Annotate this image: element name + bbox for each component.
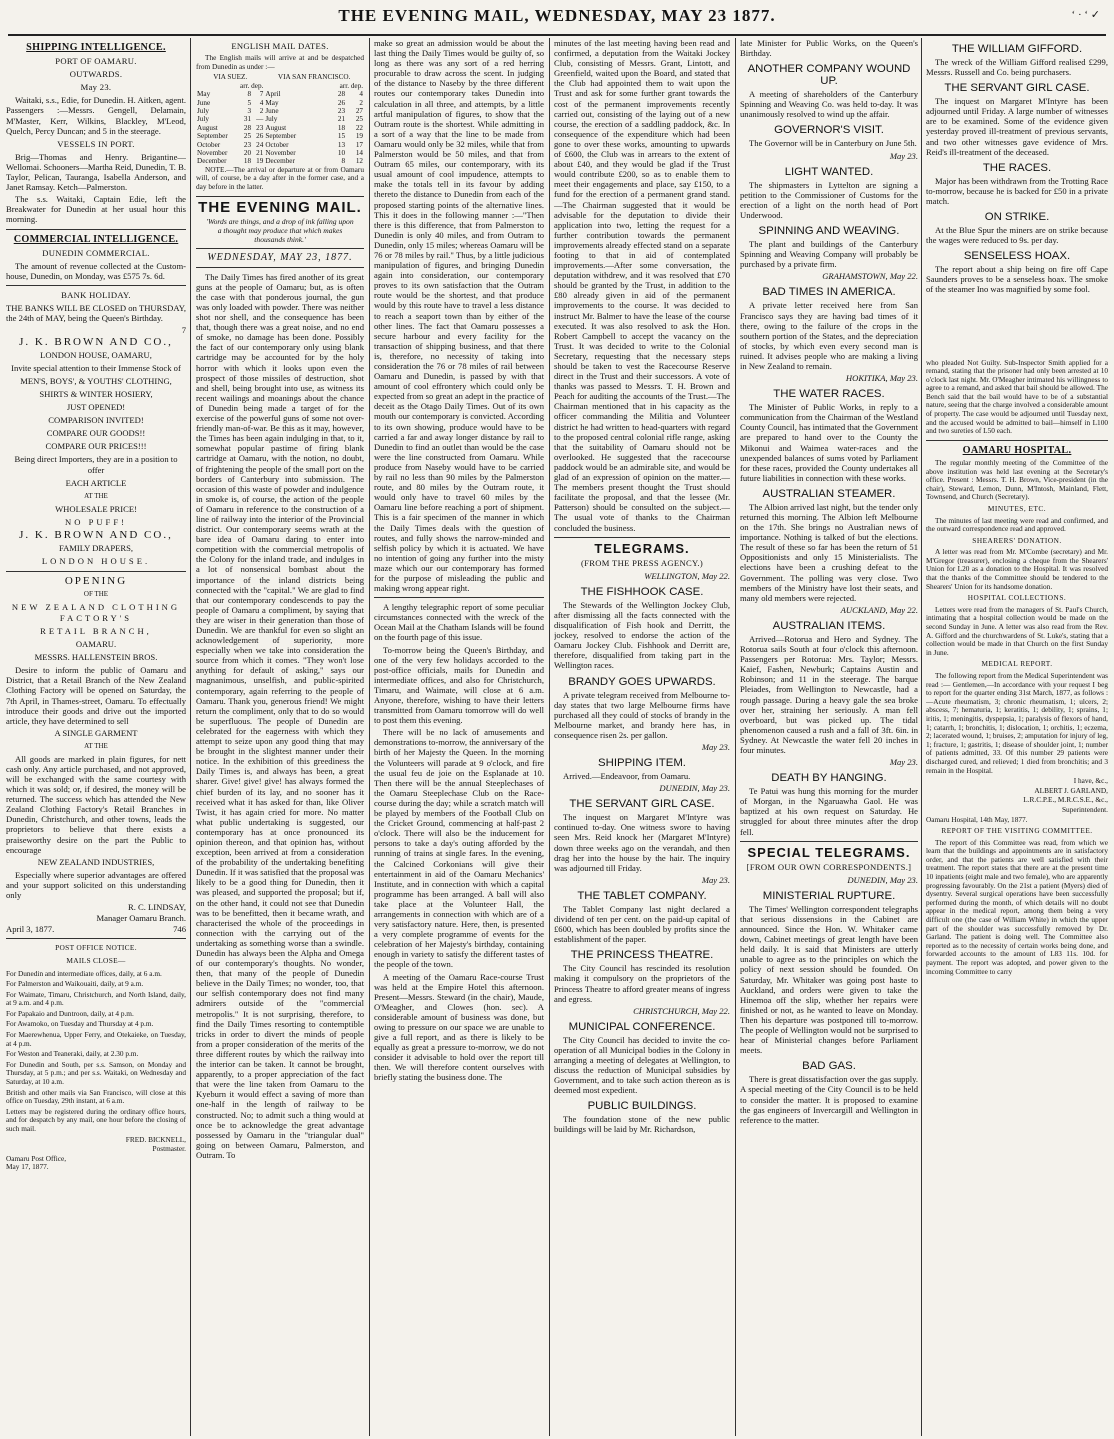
divider — [6, 571, 186, 572]
mail-cell: 12 — [355, 157, 363, 166]
april-number: 746 — [173, 924, 186, 935]
mail-cell: 21 — [337, 115, 346, 124]
bad-gas-heading: BAD GAS. — [802, 1060, 856, 1073]
single-garment: A SINGLE GARMENT — [54, 727, 138, 738]
lindsay-name: R. C. LINDSAY, — [127, 902, 186, 913]
governor-heading: GOVERNOR'S VISIT. — [774, 124, 884, 137]
mail-cell: 8 — [341, 157, 346, 166]
amusements-paragraph: There will be no lack of amusements and demonstrations to-morrow, the anniversary of the birth of her Majesty the Queen. In the morning the Volunteers will parade at 9 o'clock, and fire the usual feu de joie on the Esplanade at 10. Then there will be the annual Steeplechases of the Oamaru Steeplechase Club on the Race-course during the day; while a scratch match will be played by members of the Football Club on the Cricket Ground, commencing at half-past 2 o'clock. There will also be the inducement for persons to take a day's outing afforded by the running of trains at single fares. In the evening, the Calcined Corkonians will give their entertainment in aid of the Oamaru Mechanics' Institute, and in connection with which a capital programme has been arranged. A ball will also take place at the Volunteer Hall, the arrangements in connection with which are of a very satisfactory nature. Here, then, is presented a very complete programme of events for the celebration of her Majesty's birthday, containing enough in variety to satisfy the different tastes of the people of the town. — [374, 727, 544, 970]
shirts-hosiery: SHIRTS & WINTER HOSIERY, — [39, 389, 153, 400]
mail-cell: 10 — [337, 148, 346, 157]
divider — [196, 267, 364, 268]
london-house-2: LONDON HOUSE. — [41, 556, 151, 567]
mail-row — [196, 132, 364, 140]
servant-girl-heading: THE SERVANT GIRL CASE. — [944, 82, 1090, 95]
mail-row — [196, 90, 364, 98]
races-text: Major has been withdrawn from the Trotting Race to-morrow, because he is backed for £50 in a private match. — [926, 175, 1108, 206]
strike-text: At the Blue Spur the miners are on strike because the wages were reduced to 9s. per day. — [926, 225, 1108, 246]
visiting-text: The report of this Committee was read, from which we learn that the buildings and appointments are in satisfactory order, and that the patients are well satisfied with their treatment. The report states that there are at the present time 10 inpatients (eight male and two female), who are apparently progressing favourably. On the 21st a patient (Myers) died of dysentry. Several surgical operations have been successfully performed during the month, of which details will no doubt appear in the medical report, among them being a very difficult one (the case of William White) in which the upper part of the shoulder was successfully removed by Dr. Garland. The patient is doing well. The Committee also reported as to the necessity of certain works being done, and forwarded accounts to the amount of L83 11s. 10d. for payment. The report was adopted, and power given to the incoming Committee to carry — [926, 837, 1108, 976]
mail-row — [196, 149, 364, 157]
hanging-heading: DEATH BY HANGING. — [771, 772, 887, 785]
commercial-heading: COMMERCIAL INTELLIGENCE. — [13, 233, 179, 245]
mail-cell: June — [265, 106, 279, 115]
municipal-heading: MUNICIPAL CONFERENCE. — [568, 1020, 716, 1033]
dateline-grahamstown: GRAHAMSTOWN, May 22. — [822, 271, 918, 282]
divider — [926, 440, 1108, 441]
mail-cell: 8 — [247, 90, 252, 99]
mail-cell: May — [197, 90, 211, 99]
spinning-heading: SPINNING AND WEAVING. — [758, 225, 900, 238]
manager-title: Manager Oamaru Branch. — [96, 913, 186, 924]
opening-heading: OPENING — [64, 575, 128, 588]
dateline-hokitika: HOKITIKA, May 23. — [845, 373, 918, 384]
mail-cell: — — [256, 115, 264, 124]
wholesale-price: WHOLESALE PRICE! — [55, 504, 137, 515]
post-item: British and other mails via San Francisco, will close at this office on Tuesday, 29th instant, at 6 a.m. — [6, 1087, 186, 1106]
tablet-heading: THE TABLET COMPANY. — [577, 889, 707, 902]
mail-cell: 25 — [355, 115, 363, 124]
comparison-invited: COMPARISON INVITED! — [48, 415, 144, 426]
oamaru-label: OAMARU. — [75, 639, 117, 650]
mail-cell: 28 — [243, 123, 252, 132]
mail-cell: November — [265, 148, 296, 157]
bank-number: 7 — [181, 325, 186, 336]
mail-cell: 5 — [247, 98, 252, 107]
mail-cell: 4 — [259, 98, 264, 107]
factory-text: All goods are marked in plain figures, for nett cash only. Any article purchased, and not approved, will be exchanged with the same courtesy with which it was sold; or, if desired, the money will be returned. The success which has attended the New Zealand Clothing Factory's Retail Branches in Dunedin, Christchurch, and other towns, leads the proprietors to believe that there exists a praiseworthy desire on the part the Public to encourage — [6, 753, 186, 855]
mail-cell: 2 — [259, 106, 264, 115]
minutes-heading: MINUTES, ETC. — [987, 503, 1047, 513]
hallenstein-heading: MESSRS. HALLENSTEIN BROS. — [34, 652, 158, 663]
own-correspondents: [FROM OUR OWN CORRESPONDENTS.] — [746, 861, 912, 872]
editorial-dateline: WEDNESDAY, MAY 23, 1877. — [207, 251, 353, 263]
mail-cell: April — [265, 90, 281, 99]
mail-cell: 27 — [355, 106, 363, 115]
industries-text: Especially where superior advantages are offered and your support solicited on this understanding only — [6, 869, 186, 900]
servant-case-heading: THE SERVANT GIRL CASE. — [569, 798, 715, 811]
shipping-item-text: Arrived.—Endeavoor, from Oamaru. — [563, 771, 691, 782]
shipping-heading: SHIPPING INTELLIGENCE. — [26, 42, 166, 53]
light-wanted-heading: LIGHT WANTED. — [784, 165, 874, 178]
mail-cell: 23 — [337, 106, 346, 115]
mail-cell: 22 — [355, 123, 363, 132]
column-3 — [374, 38, 544, 1436]
mail-cell: May — [265, 98, 279, 107]
spinning-text: The plant and buildings of the Canterbury Spinning and Weaving Company will probably be purchased by a private firm. — [740, 239, 918, 270]
mail-intro: The English mails will arrive at and be despatched from Dunedin as under :— — [196, 53, 364, 71]
masthead — [0, 0, 1114, 30]
fishhook-text: The Stewards of the Wellington Jockey Club, after dismissing all the facts connected with the disqualification of Fish hook and Derritt, the jockey, resolved to endorse the action of the Oamaru Jockey Club. Fishhook and Derritt are, therefore, disqualified from taking part in the Wellington races. — [554, 599, 730, 671]
post-item: For Dunedin and South, per s.s. Samson, on Monday and Thursday, at 5 p.m.; and per s.s. Waitaki, on Wednesday and Saturday, at 10 a.m. — [6, 1059, 186, 1087]
bad-times-text: A private letter received here from San Francisco says they are having bad times of it there, owing to the failure of the crops in the southern portion of the States, and the depreciation of stocks, by which even every second man is ruined. It advises people who are making a living in New Zealand to remain. — [740, 300, 918, 371]
mail-cell: July — [197, 115, 209, 124]
post-item: For Dunedin and intermediate offices, daily, at 6 a.m. — [6, 968, 162, 978]
editorial-text: The Daily Times has fired another of its great guns at the people of Oamaru; but, as is often the case with that ponderous journal, the gun was only loaded with powder. There was neither shot nor shell, and the consequence has been that, though there was a great noise, and no end of smoke, no damage has been done. Possibly the fact of our contemporary only using blank cartridge may be accounted for by the holy horror with which it looks upon even the prospect of those missiles of destruction, shot and shell, being brought into use, as witness its recent wailings and moanings about the chance of Dunedin being made a target of for the exercise of the powerful guns of some not over-friendly man-of-war. Be this as it may, however, the Times has been again indulging in that, to it, somewhat popular pastime of firing blank cartridge at Oamaru, with the notion, no doubt, of frightening the people of the small port on the borders of Canterbury into submission. The occasion of this waste of powder and indulgence in smoke is, of course, the action of the people of Oamaru in reference to the construction of a line of railway into the interior of the Provincial district. Our contemporary seems wrath at the bare idea of Oamaru daring to enter into competition with the commercial metropolis of the Colony for the inland trade, and indulges in a lot of nonsensical bombast about the importance of the inland districts being connected with the "capital." We are glad to find that our contemporary condescends to pay the people of Oamaru a compliment, by saying that they are wiser in their generation than those of Dunedin. We are thankful for even so slight an acknowledgement of superiority, more especially when we take into consideration the source from which it comes. "They won't lose anything for default of asking," says our magnanimous, unselfish, and public-spirited contemporary, again referring to the people of Oamaru. Thank you, generous friend! We might return the compliment, only that to do so would be superfluous. The people of Dunedin are celebrated for the eagerness with which they attempt to seize upon any good thing that may be brought in the slightest manner under their notice. In the exhibition of this greediness the Daily Times is, and always has been, a great sharer. Give! give! give! has always formed the chief burden of its lay, and no sooner has it received what it has asked for than, like Oliver Twist, it has again cried for more. No matter what public undertaking is suggested, our contemporary has at once pronounced its opinion thereon, and that opinion has, without exception, been arrived at from a consideration of the probability of the undertaking benefiting Dunedin. If it was satisfied that the proposal was likely to be a good thing for Dunedin, then it was pleased, and supported the proposal; but if, on the other hand, it could not see that Dunedin was to be benefitted, then it became wrath, and characterised the whole of the proceedings in connection with the carrying out of the undertaking as something worse than a swindle. Dunedin has always been the Alpha and Omega of our contemporary's thoughts. No wonder, then, that many of the people of Dunedin believe in the Daily Times; no wonder, too, that our selfish contemporary does not find many admirers outside of the "commercial metropolis." It is not surprising, therefore, to find the Daily Times resorting to contemptible tricks in order to divert the minds of people from a proper consideration of the merits of the three different routes by which the railway into the interior can be taken. It cannot be brought, apparently, to a proper appreciation of the fact that were the line taken from Oamaru to the Kyeburn it would effect a saving of more than one-half in the length of railway to be constructed. No; to admit such a thing would at once be to acknowledge the great advantage possessed by Oamaru in the "triangular dual" going on between Oamaru, Palmerston, and Outram. To — [196, 271, 364, 1160]
divider — [740, 841, 918, 842]
post-item: For Weston and Teaneraki, daily, at 2.30 p.m. — [6, 1049, 139, 1059]
meeting-paragraph: A meeting of the Oamaru Race-course Trust was held at the Empire Hotel this afternoon. Present—Messrs. Steward (in the chair), Maude, O'Meagher, and Clowes (hon. sec). A considerable amount of business was done, but owing to pressure on our space we are unable to give a full report, and as there is likely to be equally as great a pressure to-morrow, we do not consider it advisable to hold over the report till then. We will therefore content ourselves with briefly stating the business done. The — [374, 971, 544, 1083]
water-races-heading: THE WATER RACES. — [773, 388, 885, 401]
meeting-continued: minutes of the last meeting having been read and confirmed, a deputation from the Waitaki Jockey Club, consisting of Messrs. Grant, Lintott, and Greenfield, waited upon the Board, and stated that the Club had appointed them to wait upon the Trust and ask for some further grant towards the cost of the permanent improvements recently carried out, consisting of the laying out of a new course, the erection of a saddling paddock, &c. In consequence of the expenditure which had been gone to over these works, amounting to upwards of £600, the Club was in arrears to the extent of about £40, and they would be glad if the Trust would contribute £200, so as to enable them to meet their engagements and place, say £150, to a fund for the erection of a permanent grand stand.—The Chairman suggested that it would be advisable for the deputation to divide their application into two, letting the request for a further contribution towards the permanent improvements already effected stand on a separate footing to that in aid of contemplated improvements.—After some conversation, the deputation withdrew, and it was resolved that £70 should be granted by the Trust, in addition to the £80 already given in aid of the permanent improvements to the course. It was decided to instruct Mr. Balmer to have the lease of the course executed. It was also resolved to ask the Hon. Robert Campbell to accept the vacancy on the Trust. It was decided to write to the Colonial Secretary, requesting that the necessary steps should be taken to vest the Racecourse Reserve direct in the Trust and their successors. A vote of thanks was passed to Messrs. T. H. Brown and Peach for auditing the accounts of the Trust.—The Chairman mentioned that in his capacity as the officer commanding the Militia and Volunteer district he had written to head-quarters with regard to the proposed central colonial rifle range, asking that the suitability of Oamaru should not be overlooked. He suggested that the racecourse paddock would be an admirable site, and would be glad of an expression of opinion on the matter.—The members present thought the Trust should facilitate the proposal, and that the lessee (Mr. Patterson) should be consulted on the subject.—The usual vote of thanks to the Chairman concluded the business. — [554, 38, 730, 533]
mail-row — [196, 124, 364, 132]
column-rule — [735, 38, 736, 1436]
post-items — [6, 970, 186, 1134]
mail-dates-table — [196, 73, 364, 165]
hospital-heading: OAMARU HOSPITAL. — [962, 444, 1072, 456]
mail-cell: 25 — [243, 132, 252, 141]
gifford-heading: THE WILLIAM GIFFORD. — [951, 43, 1083, 55]
dateline-dunedin: DUNEDIN, May 23. — [659, 783, 730, 794]
mail-cell: July — [265, 115, 278, 124]
april-date: April 3, 1877. — [6, 924, 55, 935]
postmaster-title: Postmaster. — [152, 1144, 186, 1154]
mail-cell: 18 — [243, 157, 252, 166]
mail-cell: October — [197, 140, 221, 149]
shearers-text: A letter was read from Mr. M'Combe (secretary) and Mr. M'Gregor (treasurer), enclosing a cheque from the Shearers' Union for L20 as a donation to the Hospital. It was resolved that the thanks of the Committee should be tendered to the Shearers' Union for its handsome donation. — [926, 547, 1108, 591]
post-item: For Waimate, Timaru, Christchurch, and North Island, daily, at 9 a.m. and 4 p.m. — [6, 989, 186, 1008]
arr-dep-label: arr. dep. — [240, 81, 264, 90]
column-rule — [921, 38, 922, 1436]
divider — [554, 537, 730, 538]
brown-heading: J. K. BROWN AND CO., — [19, 336, 173, 349]
april-line — [6, 924, 186, 934]
mail-row — [196, 107, 364, 115]
superintendent-title: Superintendent. — [1061, 804, 1108, 814]
ministerial-heading: MINISTERIAL RUPTURE. — [762, 889, 896, 902]
post-item: For Palmerston and Waikouaiti, daily, at 9 a.m. — [6, 979, 144, 989]
family-drapers: FAMILY DRAPERS, — [58, 543, 134, 554]
mail-cell: 18 — [337, 123, 346, 132]
editorial-continued: make so great an admission would be about the last thing the Daily Times would be guilty of, so long as there was any sort of a red herring procurable to draw across the scent. In judging of the distance to Naseby by the three different routes our contemporary takes Dunedin into calculation in all three, and attempts, by a little artful manipulation of figures, to show that the Outram route is the shortest. While admitting in a sort of a way that the line to be made from Oamaru would only be 32 miles, while that from Palmerston would be 50 miles, and that from Outram 65 miles, our contemporary, with its usual amount of cool impudence, attempts to make the totals tell in its favour by adding thereto the distance to Dunedin from each of the proposed starting points of the alternative lines. This it does in the following manner :—"Then there is this difference, that from Palmerston to Dunedin is only 40 miles, and from Outram to Dunedin, only 15 miles; whereas Oamaru will be 76 or 78 miles by rail." Thus, by a little judicious manipulation of figures, and bringing Dunedin again into consideration, our contemporary proves to its own satisfaction that the Outram route would be the shortest, and that produce would by this route have to travel a less distance to reach a seaport town than by either of the other lines. The fact that Oamaru possesses a secure harbour and every facility for the transaction of shipping business, and that there is, therefore, no necessity of taking into consideration the 76 or 78 miles of rail between Oamaru and Dunedin, is passed by with that amount of cool effrontery which could only be expected from so great an adept in the practice of deceit as the Otago Daily Times. Out of its own mouth our contemporary is convicted. According to its own showing, produce would have to be carried a far and away longer distance by rail to Dunedin to find an outlet than would be the case were the line constructed from Oamaru. While produce from Naseby would have to be carried by rail no less than 90 miles by the Palmerston route, and 80 miles by the Outram route, it would only have to travel 60 miles by the Oamaru line before reaching a port of shipment. This is a fair specimen of the manner in which the Daily Times deals with the question of routes, and fully shows the narrow-minded and selfish policy by which it is actuated. We have no intention of going any further into the misty maze which our our contemporary has formed for the purpose of misleading the public and making wrong appear right. — [374, 38, 544, 594]
servant-case-text: The inquest on Margaret M'Intyre was continued to-day. One witness swore to having seen Mrs. Reid knock her (Margaret M'Intyre) down three weeks ago on the verandah, and then drag her into the house by the hair. The inquiry was adjourned till Friday. — [554, 812, 730, 873]
garland-name: ALBERT J. GARLAND, — [1034, 785, 1108, 795]
hoax-text: The report about a ship being on fire off Cape Saunders proves to be a senseless hoax. The smoke of the steamer Ino was magnified by some fool. — [926, 264, 1108, 295]
invite-text: Invite special attention to their Immense Stock of — [11, 363, 181, 374]
mail-cell: August — [265, 123, 287, 132]
dateline-may23: May 23. — [889, 150, 918, 161]
mail-cell: 7 — [259, 90, 264, 99]
dateline-auckland: AUCKLAND, May 22. — [840, 604, 918, 615]
divider — [6, 285, 186, 286]
mail-cell: June — [197, 98, 211, 107]
no-puff: NO PUFF! — [65, 517, 127, 528]
motto: 'Words are things, and a drop of ink falling upon a thought may produce that which makes thousands think.' — [206, 216, 354, 244]
post-item: For Awamoko, on Tuesday and Thursday at 4 p.m. — [6, 1019, 154, 1029]
mail-cell: 4 — [359, 90, 363, 99]
column-1 — [6, 38, 186, 1436]
dateline-christchurch: CHRISTCHURCH, May 22. — [633, 1005, 730, 1016]
compare-prices: COMPARE OUR PRICES!!! — [45, 441, 147, 452]
have-etc: I have, &c., — [1073, 776, 1108, 786]
press-agency: (FROM THE PRESS AGENCY.) — [581, 557, 703, 568]
medical-heading: MEDICAL REPORT. — [981, 659, 1053, 669]
company-wound-up-text: A meeting of shareholders of the Canterbury Spinning and Weaving Co. was held to-day. It was unanimously resolved to wind up the affair. — [740, 89, 918, 120]
bank-heading: BANK HOLIDAY. — [61, 289, 131, 300]
vessels-heading: VESSELS IN PORT. — [57, 138, 135, 149]
at-the: AT THE — [84, 492, 108, 501]
outwards-date: May 23. — [80, 82, 112, 93]
mail-cell: 20 — [243, 148, 252, 157]
column-4 — [554, 38, 730, 1436]
mail-cell: December — [197, 157, 227, 166]
commercial-text: The amount of revenue collected at the Custom-house, Dunedin, on Monday, was £575 7s. 6d. — [6, 260, 186, 281]
bad-times-heading: BAD TIMES IN AMERICA. — [762, 286, 896, 299]
special-telegrams-heading: SPECIAL TELEGRAMS. — [747, 844, 911, 860]
column-rule — [549, 38, 550, 1436]
bank-text: THE BANKS WILL BE CLOSED on THURSDAY, the 24th of MAY, being the Queen's Birthday. — [6, 302, 186, 324]
telegrams-heading: TELEGRAMS. — [594, 540, 690, 556]
outwards-text: Waitaki, s.s., Edie, for Dunedin. H. Aitken, agent. Passengers :—Messrs. Gengell, Delamain, M'Master, Kerr, Wilkins, Blackley, M'Leod, Quelch, Percy Duncan; and 5 in the steerage. — [6, 95, 186, 136]
mail-row — [196, 115, 364, 123]
shearers-heading: SHEARERS' DONATION. — [972, 535, 1062, 545]
governor-text: The Governor will be in Canterbury on June 5th. — [749, 138, 917, 149]
divider — [196, 196, 364, 197]
post-item: For Papakaio and Duntroon, daily, at 4 p.m. — [6, 1008, 134, 1018]
hospital-date: Oamaru Hospital, 14th May, 1877. — [926, 814, 1028, 824]
column-2 — [196, 38, 364, 1436]
mail-cell: 23 — [243, 140, 252, 149]
masthead-rule — [8, 34, 1106, 36]
dateline-may23: May 23. — [701, 742, 730, 752]
mail-cell: September — [197, 132, 228, 141]
page-title: THE EVENING MAIL, WEDNESDAY, MAY 23 1877. — [338, 6, 776, 25]
post-office-date: May 17, 1877. — [6, 1162, 49, 1172]
mail-cell: October — [265, 140, 289, 149]
steamer-heading: AUSTRALIAN STEAMER. — [762, 487, 896, 500]
london-house: LONDON HOUSE, OAMARU, — [40, 350, 152, 361]
bicknell-name: FRED. BICKNELL, — [125, 1134, 186, 1144]
mail-cell: 3 — [247, 106, 252, 115]
mail-cell: 13 — [337, 140, 346, 149]
mail-cell: 21 — [256, 148, 264, 157]
corner-mark: ‘ · ‘ ✓ — [1071, 9, 1100, 21]
water-races-text: The Minister of Public Works, in reply to a communication from the Chairman of the Westland County Council, has intimated that the Government are prepared to hand over to the County the Mikonui and Waimea water-races and the unexpended balances of sums voted by Parliament for these races, provided the County undertakes all future liabilities in connection with these works. — [740, 402, 918, 483]
of-the: OF THE — [83, 590, 109, 599]
dunedin-commercial: DUNEDIN COMMERCIAL. — [42, 247, 150, 258]
princess-heading: THE PRINCESS THEATRE. — [570, 949, 714, 962]
court-text: who pleaded Not Guilty. Sub-Inspector Smith applied for a remand, stating that the prisoner had only been arrested at 10 o'clock last night. Mr. O'Meagher intimated his willingness to agree to a remand, and asked that bail should be allowed. The Bench said that the bail would have to be of a substantial nature, seeing that the charge involved a considerable amount of property. The case would be adjourned until Tuesday next, and the accused would be admitted to bail—himself in L100 and two sureties of L50 each. — [926, 357, 1108, 436]
mail-cell: 24 — [256, 140, 264, 149]
divider — [374, 597, 544, 598]
minutes-text: The minutes of last meeting were read and confirmed, and the outward correspondence read and approved. — [926, 515, 1108, 534]
hallenstein-text: Desire to inform the public of Oamaru and District, that a Retail Branch of the New Zealand Clothing Factory will be opened on Saturday, the 7th April, in Thames-street, Oamaru. To effectually introduce their goods and drive out the imported article, they have determined to sell — [6, 665, 186, 726]
mail-cell: August — [197, 123, 218, 132]
mail-cell: 17 — [355, 140, 363, 149]
australian-items-text: Arrived—Rotorua and Hero and Sydney. The Rotorua sails South at four o'clock this afternoon. Passengers per Rotorua: Mrs. Taylor; Messrs. Kaief, Fashen, Newburk; Captains Austin and Robinson; and 11 in the steerage. The barque Pleiades, from Wellington to Newcastle, had a rough passage. During a heavy gale the sea broke over her, straining her seriously. A man fell overboard, but was picked up. The tidal phenomenon caused a rush and a fall of 3ft. 6in. in Sydney. At Newcastle the water fell 20 inches in four minutes. — [740, 633, 918, 755]
mail-cell: 26 — [256, 132, 264, 141]
dateline-dunedin: DUNEDIN, May 23. — [847, 874, 918, 885]
hanging-text: Te Patui was hung this morning for the murder of Morgan, in the Ngaruawha Gaol. He was baptized at his own request on Saturday. He struggled for about three minutes after the drop fell. — [740, 786, 918, 837]
dateline-may23: May 23. — [889, 757, 918, 768]
brandy-heading: BRANDY GOES UPWARDS. — [568, 675, 716, 688]
vessels-text: Brig—Thomas and Henry. Brigantine—Wellomai. Schooners—Martha Reid, Dunedin, T. B. Taylor, Pelican, Tauranga, Isabella Anderson, and Janet Ramsay. Ketch—Palmerston. — [6, 151, 186, 193]
arr-dep-label: arr. dep. — [339, 81, 363, 90]
post-office-place: Oamaru Post Office, — [6, 1153, 67, 1163]
medical-text: The following report from the Medical Superintendent was read :— Gentlemen,—In accordance with your request I beg to report for the quarter ending 31st March, 1877, as follows :—Acute rheumatism, 3; chronic rheumatism, 1; ulcers, 2; abscess, 7; hematuria, 1; keratitis, 1; debility, 1; sprains, 1; iritis, 1; meningitis, dyspepsia, 1; paralysis of flexors of hand, 1; catarrh, 1; bronchitis, 1; dislocation, 1; orchitis, 1; eczema, 2; lacerated wound, 1; bruises, 2; amputation for injury of leg, 1; fracture, 1; gastritis, 1; disease of shoulder joint, 1; number of patients admitted, 33. Of this number 29 patients were discharged cured, and relieved; 1 died from bronchitis; and 3 remain in the Hospital. — [926, 671, 1108, 775]
mails-close: MAILS CLOSE— — [66, 956, 126, 966]
collections-text: Letters were read from the managers of St. Paul's Church, intimating that a hospital collection would be made on the second Sunday in June. A letter was also read from the Rev. A. Gifford and the churchwardens of St. Luke's, stating that a collection would be made in that Church on the first Sunday in June. — [926, 604, 1108, 657]
mens-clothing: MEN'S, BOYS', & YOUTHS' CLOTHING, — [20, 376, 172, 387]
visiting-heading: REPORT OF THE VISITING COMMITTEE. — [941, 826, 1093, 836]
ministerial-text: The Times' Wellington correspondent telegraphs that serious dissensions in the Cabinet are announced. Since the Hon. W. Whitaker came down, Cabinet meetings of great length have been held daily. It is said that Ministers are utterly unable to agree as to the principles on which the policy of next session should be founded. On Saturday, Mr. Whitaker was going post haste to Auckland, and orders were given to take the Hinemoa off the slip, whether her repairs were finished or not, as he wanted to leave on Monday. Then his departure was postponed till to-morrow. The people of Wellington would not be surprised to hear of Ministerial changes before Parliament meets. — [740, 903, 918, 1056]
at-the-2: AT THE — [84, 741, 108, 750]
port-heading: PORT OF OAMARU. — [55, 56, 137, 67]
fishhook-heading: THE FISHHOOK CASE. — [580, 585, 704, 598]
mail-cell: 2 — [359, 98, 363, 107]
mail-row — [196, 141, 364, 149]
public-buildings-continued: late Minister for Public Works, on the Queen's Birthday. — [740, 38, 918, 59]
column-6 — [926, 38, 1108, 1436]
company-wound-up-heading: ANOTHER COMPANY WOUND UP. — [747, 63, 911, 88]
birthday-paragraph: To-morrow being the Queen's Birthday, and one of the very few holidays accorded to the post-office officials, mails for Dunedin and intermediate offices, and also for Christchurch, Timaru, and Waimate, will close at 6 a.m. Anyone, therefore, wishing to have their letters transmitted from Oamaru tomorrow will do well to post them this evening. — [374, 644, 544, 726]
each-article: EACH ARTICLE — [65, 478, 127, 489]
collections-heading: HOSPITAL COLLECTIONS. — [967, 593, 1067, 603]
dateline-wellington: WELLINGTON, May 22. — [644, 570, 730, 581]
divider — [6, 938, 186, 939]
column-rule — [369, 38, 370, 1436]
light-wanted-text: The shipmasters in Lyttelton are signing a petition to the Commissioner of Customs for the erection of a light on the north head of Port Underwood. — [740, 179, 918, 220]
servant-girl-text: The inquest on Margaret M'Intyre has been adjourned until Friday. A large number of witnesses are to be examined. Some of the evidence given yesterday proved ill-treatment of previous servants, and two other witnesses gave evidence of Mrs. Reid's ill-treatment of the deceased. — [926, 96, 1108, 157]
steamer-text: The Albion arrived last night, but the tender only returned this morning. The Albion left Melbourne on the 17th. She brings no Australian news of importance. Nothing is talked of but the elections. The result of these so far has been the return of 51 Oppositionists and only 15 Ministerialists. The elections have been a crushing defeat to the Government. The polling was very close. Two members of the Ministry have lost their seats, and many old members were rejected. — [740, 501, 918, 603]
races-heading: THE RACES. — [982, 161, 1052, 174]
via-suez: VIA SUEZ. — [213, 73, 248, 82]
nz-industries: NEW ZEALAND INDUSTRIES, — [37, 856, 155, 867]
post-office-heading: POST OFFICE NOTICE. — [55, 943, 137, 953]
divider — [196, 248, 364, 249]
public-buildings-heading: PUBLIC BUILDINGS. — [587, 1100, 697, 1113]
mail-dates-heading: ENGLISH MAIL DATES. — [231, 41, 329, 51]
post-item: Letters may be registered during the ordinary office hours, and for despatch by any mail, one hour before the closing of such mail. — [6, 1106, 186, 1133]
brown-heading-2: J. K. BROWN AND CO., — [19, 529, 173, 542]
garland-title: L.R.C.P.E., M.R.C.S.E., &c., — [1023, 795, 1108, 805]
mail-cell: 19 — [256, 157, 264, 166]
mail-cell: 23 — [256, 123, 264, 132]
dateline-may23: May 23. — [701, 874, 730, 885]
mail-cell: 19 — [355, 132, 363, 141]
outwards-heading: OUTWARDS. — [69, 69, 123, 80]
mail-cell: September — [265, 132, 297, 141]
mail-cell: 28 — [337, 90, 346, 99]
mail-cell: July — [197, 106, 209, 115]
hospital-intro: The regular monthly meeting of the Committee of the above institution was held last evening at the Secretary's office. Present : Messrs. T. H. Brown, Vice-president (in the chair), Steward, Lemon, Dunn, M'Intosh, Mainland, Flett, Townsend, and Church (Secretary). — [926, 457, 1108, 502]
mail-cell: December — [265, 157, 295, 166]
mail-cell: 26 — [337, 98, 346, 107]
just-opened: JUST OPENED! — [66, 402, 126, 413]
mail-cell: 14 — [355, 148, 363, 157]
bad-gas-text: There is great dissatisfaction over the gas supply. A special meeting of the City Council is to be held to consider the matter. It is proposed to examine the gas engineers of Invercargill and Wellington in reference to the matter. — [740, 1074, 918, 1125]
strike-heading: ON STRIKE. — [984, 211, 1050, 224]
brandy-text: A private telegram received from Melbourne to-day states that two large Melbourne firms have purchased all they could of stocks of brandy in the Melbourne market, and brandy here has, in consequence risen 2s. per gallon. — [554, 689, 730, 740]
telegraphic-paragraph: A lengthy telegraphic report of some peculiar circumstances connected with the wreck of the Ocean Mail at the Chatham Islands will be found on the fourth page of this issue. — [374, 602, 544, 643]
waitaki-text: The s.s. Waitaki, Captain Edie, left the Breakwater for Dunedin at her usual hour this morning. — [6, 194, 186, 225]
mail-cell: 31 — [243, 115, 252, 124]
post-item: For Maerewhenua, Upper Ferry, and Otekaieke, on Tuesday, at 4 p.m. — [6, 1030, 186, 1048]
importers-text: Being direct Importers, they are in a position to offer — [14, 454, 178, 476]
mail-row — [196, 99, 364, 107]
nz-clothing-factory: NEW ZEALAND CLOTHING FACTORY'S — [11, 602, 181, 624]
retail-branch: RETAIL BRANCH, — [40, 626, 152, 637]
mail-note: NOTE.—The arrival or departure at or from Oamaru will, of course, be a day after in the former case, and a day before in the latter. — [196, 164, 364, 191]
australian-items-heading: AUSTRALIAN ITEMS. — [772, 619, 886, 632]
princess-text: The City Council has rescinded its resolution making it compulsory on the proprietors of the Princess Theatre to afford greater means of ingress and egress. — [554, 963, 730, 1004]
tablet-text: The Tablet Company last night declared a dividend of ten per cent. on the paid-up capital of £600, which has been doubled by profits since the establishment of the paper. — [554, 903, 730, 945]
hoax-heading: SENSELESS HOAX. — [963, 250, 1071, 263]
via-san-francisco: VIA SAN FRANCISCO. — [277, 73, 351, 82]
shipping-item-heading: SHIPPING ITEM. — [598, 757, 686, 770]
gifford-text: The wreck of the William Gifford realised £299, Messrs. Russell and Co. being purchasers. — [926, 57, 1108, 78]
column-rule — [190, 38, 191, 1436]
mail-cell: November — [197, 148, 228, 157]
municipal-text: The City Council has decided to invite the co-operation of all Municipal bodies in the Colony in arranging a meeting of delegates at Wellington, to discuss the reduction of Municipal subsidies by Government, and to take such action thereon as is deemed most expedient. — [554, 1034, 730, 1096]
compare-goods: COMPARE OUR GOODS!! — [46, 428, 146, 439]
public-buildings-text: The foundation stone of the new public buildings will be laid by Mr. Richardson, — [554, 1114, 730, 1135]
column-5 — [740, 38, 918, 1436]
evening-mail-title: THE EVENING MAIL. — [198, 198, 362, 216]
divider — [6, 229, 186, 230]
mail-cell: 15 — [337, 132, 346, 141]
